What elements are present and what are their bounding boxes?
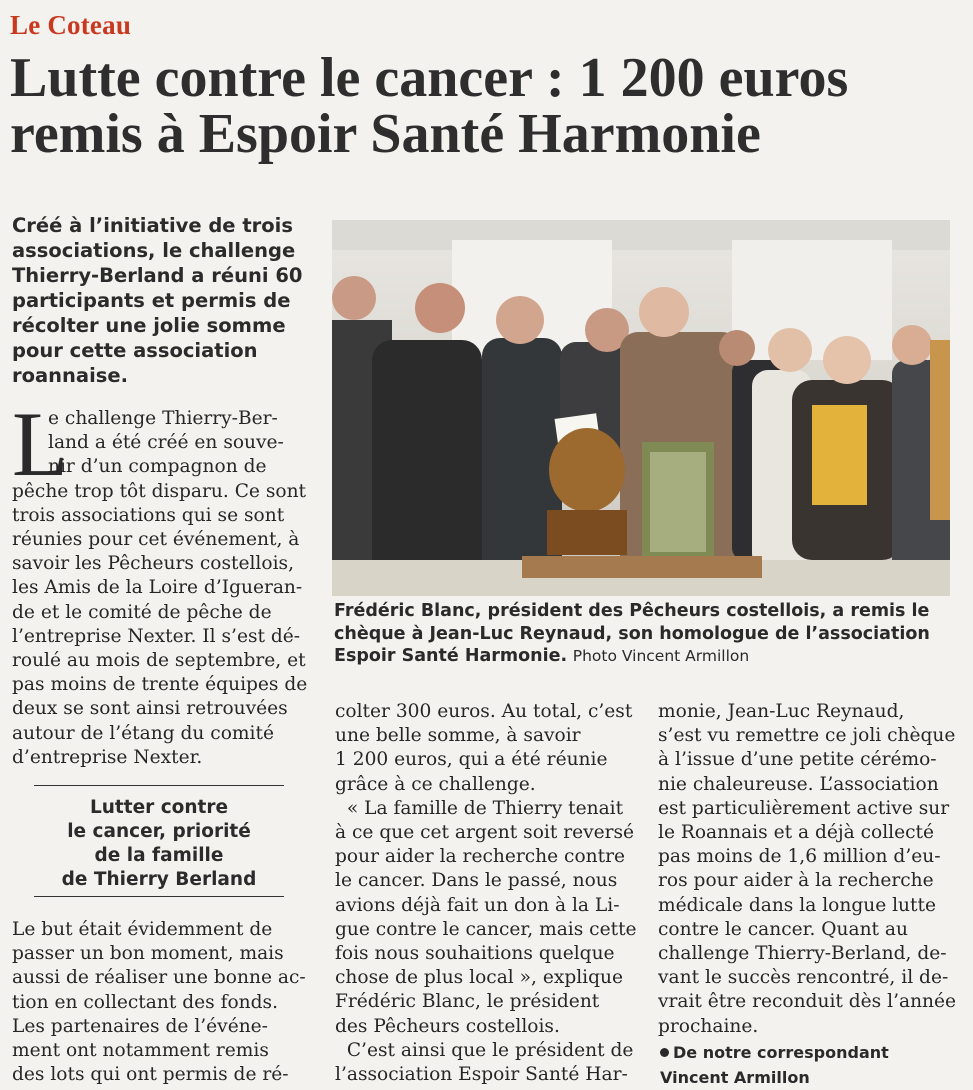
body-line: aussi de réaliser une bonne ac- xyxy=(12,967,306,989)
body-line: roulé au mois de septembre, et xyxy=(12,650,306,672)
body-line: land a été créé en souve- xyxy=(48,432,284,454)
body-line: pour aider la recherche contre xyxy=(335,846,625,868)
body-line: une belle somme, à savoir xyxy=(335,725,581,747)
intertitle-line: de Thierry Berland xyxy=(61,869,257,890)
body-line: autour de l’étang du comité xyxy=(12,722,274,744)
standfirst-line: Créé à l’initiative de trois xyxy=(12,214,293,237)
body-line: l’entreprise Nexter. Il s’est dé- xyxy=(12,625,301,647)
body-line: pas moins de 1,6 million d’eu- xyxy=(658,846,941,868)
photo-illustration xyxy=(332,220,950,596)
photo-credit: Photo Vincent Armillon xyxy=(572,647,750,665)
standfirst-line: participants et permis de xyxy=(12,289,291,312)
body-line: à l’issue d’une petite cérémo- xyxy=(658,749,937,771)
intertitle-line: le cancer, priorité xyxy=(67,821,251,842)
body-line: contre le cancer. Quant au xyxy=(658,918,908,940)
body-line: pas moins de trente équipes de xyxy=(12,674,308,696)
caption-line: Frédéric Blanc, président des Pêcheurs costellois, a remis le xyxy=(334,601,930,621)
body-line: ros pour aider à la recherche xyxy=(658,870,934,892)
standfirst-line: associations, le challenge xyxy=(12,239,296,262)
body-line: Les partenaires de l’événe- xyxy=(12,1015,268,1037)
caption-line: Espoir Santé Harmonie. xyxy=(334,646,568,666)
body-line: grâce à ce challenge. xyxy=(335,773,536,795)
body-line: nie chaleureuse. L’association xyxy=(658,773,939,795)
byline-author: Vincent Armillon xyxy=(660,1068,810,1087)
body-line: des Pêcheurs costellois. xyxy=(335,1015,560,1037)
standfirst-line: roannaise. xyxy=(12,364,129,387)
body-line: vant le succès rencontré, il de- xyxy=(658,967,949,989)
body-line: l’association Espoir Santé Har- xyxy=(335,1064,628,1086)
body-line: fois nous souhaitions quelque xyxy=(335,943,615,965)
article-column-2 xyxy=(335,700,635,1087)
intertitle-line: de la famille xyxy=(94,845,224,866)
body-line: s’est vu remettre ce joli chèque xyxy=(658,725,956,747)
section-kicker: Le Coteau xyxy=(10,10,132,40)
body-line: savoir les Pêcheurs costellois, xyxy=(12,553,294,575)
body-line: avions déjà fait un don à la Li- xyxy=(335,894,620,916)
body-line: colter 300 euros. Au total, c’est xyxy=(335,701,633,722)
intertitle xyxy=(34,785,284,897)
body-line: des lots qui ont permis de ré- xyxy=(12,1064,289,1086)
body-line: tion en collectant des fonds. xyxy=(12,991,278,1013)
headline xyxy=(10,47,965,165)
body-line: trois associations qui se sont xyxy=(12,504,285,526)
body-line: Le but était évidemment de xyxy=(12,919,273,940)
article-column-1 xyxy=(12,393,317,770)
body-line: d’entreprise Nexter. xyxy=(12,746,203,768)
body-line: e challenge Thierry-Ber- xyxy=(48,408,278,429)
article-column-1-continued xyxy=(12,918,317,1087)
body-line: Frédéric Blanc, le président xyxy=(335,991,600,1013)
body-line: prochaine. xyxy=(658,1015,759,1037)
headline-line: Lutte contre le cancer : 1 200 euros xyxy=(10,47,849,109)
body-line: passer un bon moment, mais xyxy=(12,943,284,965)
standfirst-line: pour cette association xyxy=(12,339,258,362)
body-line: « La famille de Thierry tenait xyxy=(335,797,624,819)
drop-cap: L xyxy=(12,393,69,495)
body-line: chose de plus local », explique xyxy=(335,967,623,989)
bullet-icon xyxy=(660,1048,669,1057)
body-line: C’est ainsi que le président de xyxy=(335,1039,634,1061)
body-line: réunies pour cet événement, à xyxy=(12,529,300,551)
photo-caption xyxy=(334,600,964,668)
body-line: gue contre le cancer, mais cette xyxy=(335,918,637,940)
standfirst-line: Thierry-Berland a réuni 60 xyxy=(12,264,303,287)
body-line: médicale dans la longue lutte xyxy=(658,894,936,916)
caption-line: chèque à Jean-Luc Reynaud, son homologue de l’association xyxy=(334,623,930,644)
body-line: ment ont notamment remis xyxy=(12,1040,269,1062)
body-line: challenge Thierry-Berland, de- xyxy=(658,943,947,965)
body-line: nir d’un compagnon de xyxy=(48,456,267,478)
byline-role: De notre correspondant xyxy=(673,1043,889,1062)
body-line: de et le comité de pêche de xyxy=(12,601,272,623)
body-line: 1 200 euros, qui a été réunie xyxy=(335,749,608,771)
headline-line: remis à Espoir Santé Harmonie xyxy=(10,103,761,165)
intertitle-line: Lutter contre xyxy=(89,797,229,818)
body-line: les Amis de la Loire d’Igueran- xyxy=(12,577,303,599)
body-line: le cancer. Dans le passé, nous xyxy=(335,870,618,892)
article-photo xyxy=(332,220,950,596)
body-line: est particulièrement active sur xyxy=(658,797,950,819)
body-line: à ce que cet argent soit reversé xyxy=(335,822,635,844)
article-column-3 xyxy=(658,700,958,1039)
body-line: monie, Jean-Luc Reynaud, xyxy=(658,701,905,722)
body-line: le Roannais et a déjà collecté xyxy=(658,822,935,844)
body-line: vrait être reconduit dès l’année xyxy=(658,991,957,1013)
body-line: pêche trop tôt disparu. Ce sont xyxy=(12,480,307,502)
byline xyxy=(660,1040,889,1090)
body-line: deux se sont ainsi retrouvées xyxy=(12,698,288,720)
standfirst xyxy=(12,213,317,388)
standfirst-line: récolter une jolie somme xyxy=(12,314,286,337)
